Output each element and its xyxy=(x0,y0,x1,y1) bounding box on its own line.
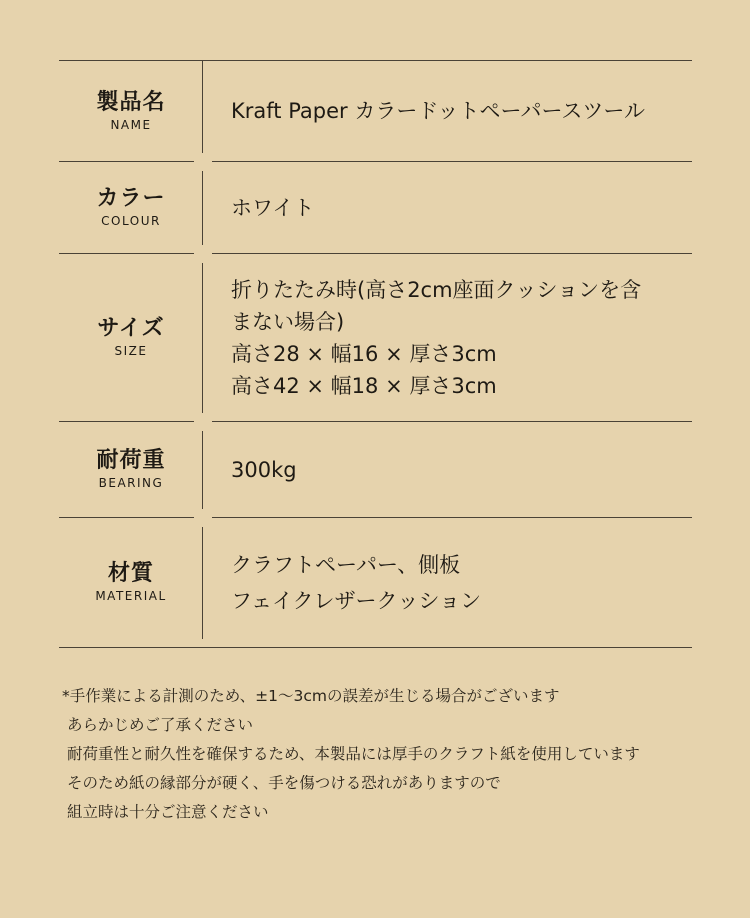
label-ja: 耐荷重 xyxy=(96,448,166,473)
value-line: 300kg xyxy=(231,457,297,482)
spec-table xyxy=(59,60,692,648)
note-line: *手作業による計測のため、±1〜3cmの誤差が生じる場合がございます xyxy=(62,687,560,705)
label-ja: 材質 xyxy=(107,561,154,586)
label-ja: カラー xyxy=(96,186,166,211)
value-line: ホワイト xyxy=(231,195,315,220)
value-line: フェイクレザークッション xyxy=(231,588,482,613)
value-line: Kraft Paper カラードットペーパースツール xyxy=(231,99,645,123)
label-ja: 製品名 xyxy=(96,89,166,115)
spec-label xyxy=(59,162,203,253)
spec-value xyxy=(203,518,692,647)
note-line: 組立時は十分ご注意ください xyxy=(67,803,269,821)
label-en: NAME xyxy=(110,117,152,132)
value-line: クラフトペーパー、側板 xyxy=(231,552,461,577)
label-en: MATERIAL xyxy=(95,589,167,603)
spec-label xyxy=(59,61,203,161)
spec-value xyxy=(203,254,692,421)
value-line: 高さ28 × 幅16 × 厚さ3cm xyxy=(231,341,497,366)
label-en: SIZE xyxy=(114,344,148,358)
notes xyxy=(62,682,722,827)
value-line: 高さ42 × 幅18 × 厚さ3cm xyxy=(231,373,497,398)
spec-value xyxy=(203,61,692,161)
note-line: あらかじめご了承ください xyxy=(67,716,254,734)
spec-row-material xyxy=(59,518,692,648)
spec-value xyxy=(203,422,692,517)
label-en: BEARING xyxy=(98,476,164,490)
value-line: まない場合) xyxy=(231,309,345,334)
spec-label xyxy=(59,254,203,421)
note-line: そのため紙の縁部分が硬く、手を傷つける恐れがありますので xyxy=(67,774,501,792)
spec-label xyxy=(59,518,203,647)
spec-row-name xyxy=(59,61,692,162)
spec-row-colour xyxy=(59,162,692,254)
value-line: 折りたたみ時(高さ2cm座面クッションを含 xyxy=(231,277,642,302)
label-en: COLOUR xyxy=(101,214,161,228)
spec-row-bearing xyxy=(59,422,692,518)
spec-label xyxy=(59,422,203,517)
label-ja: サイズ xyxy=(97,316,165,341)
note-line: 耐荷重性と耐久性を確保するため、本製品には厚手のクラフト紙を使用しています xyxy=(67,745,640,763)
spec-row-size xyxy=(59,254,692,422)
spec-value xyxy=(203,162,692,253)
